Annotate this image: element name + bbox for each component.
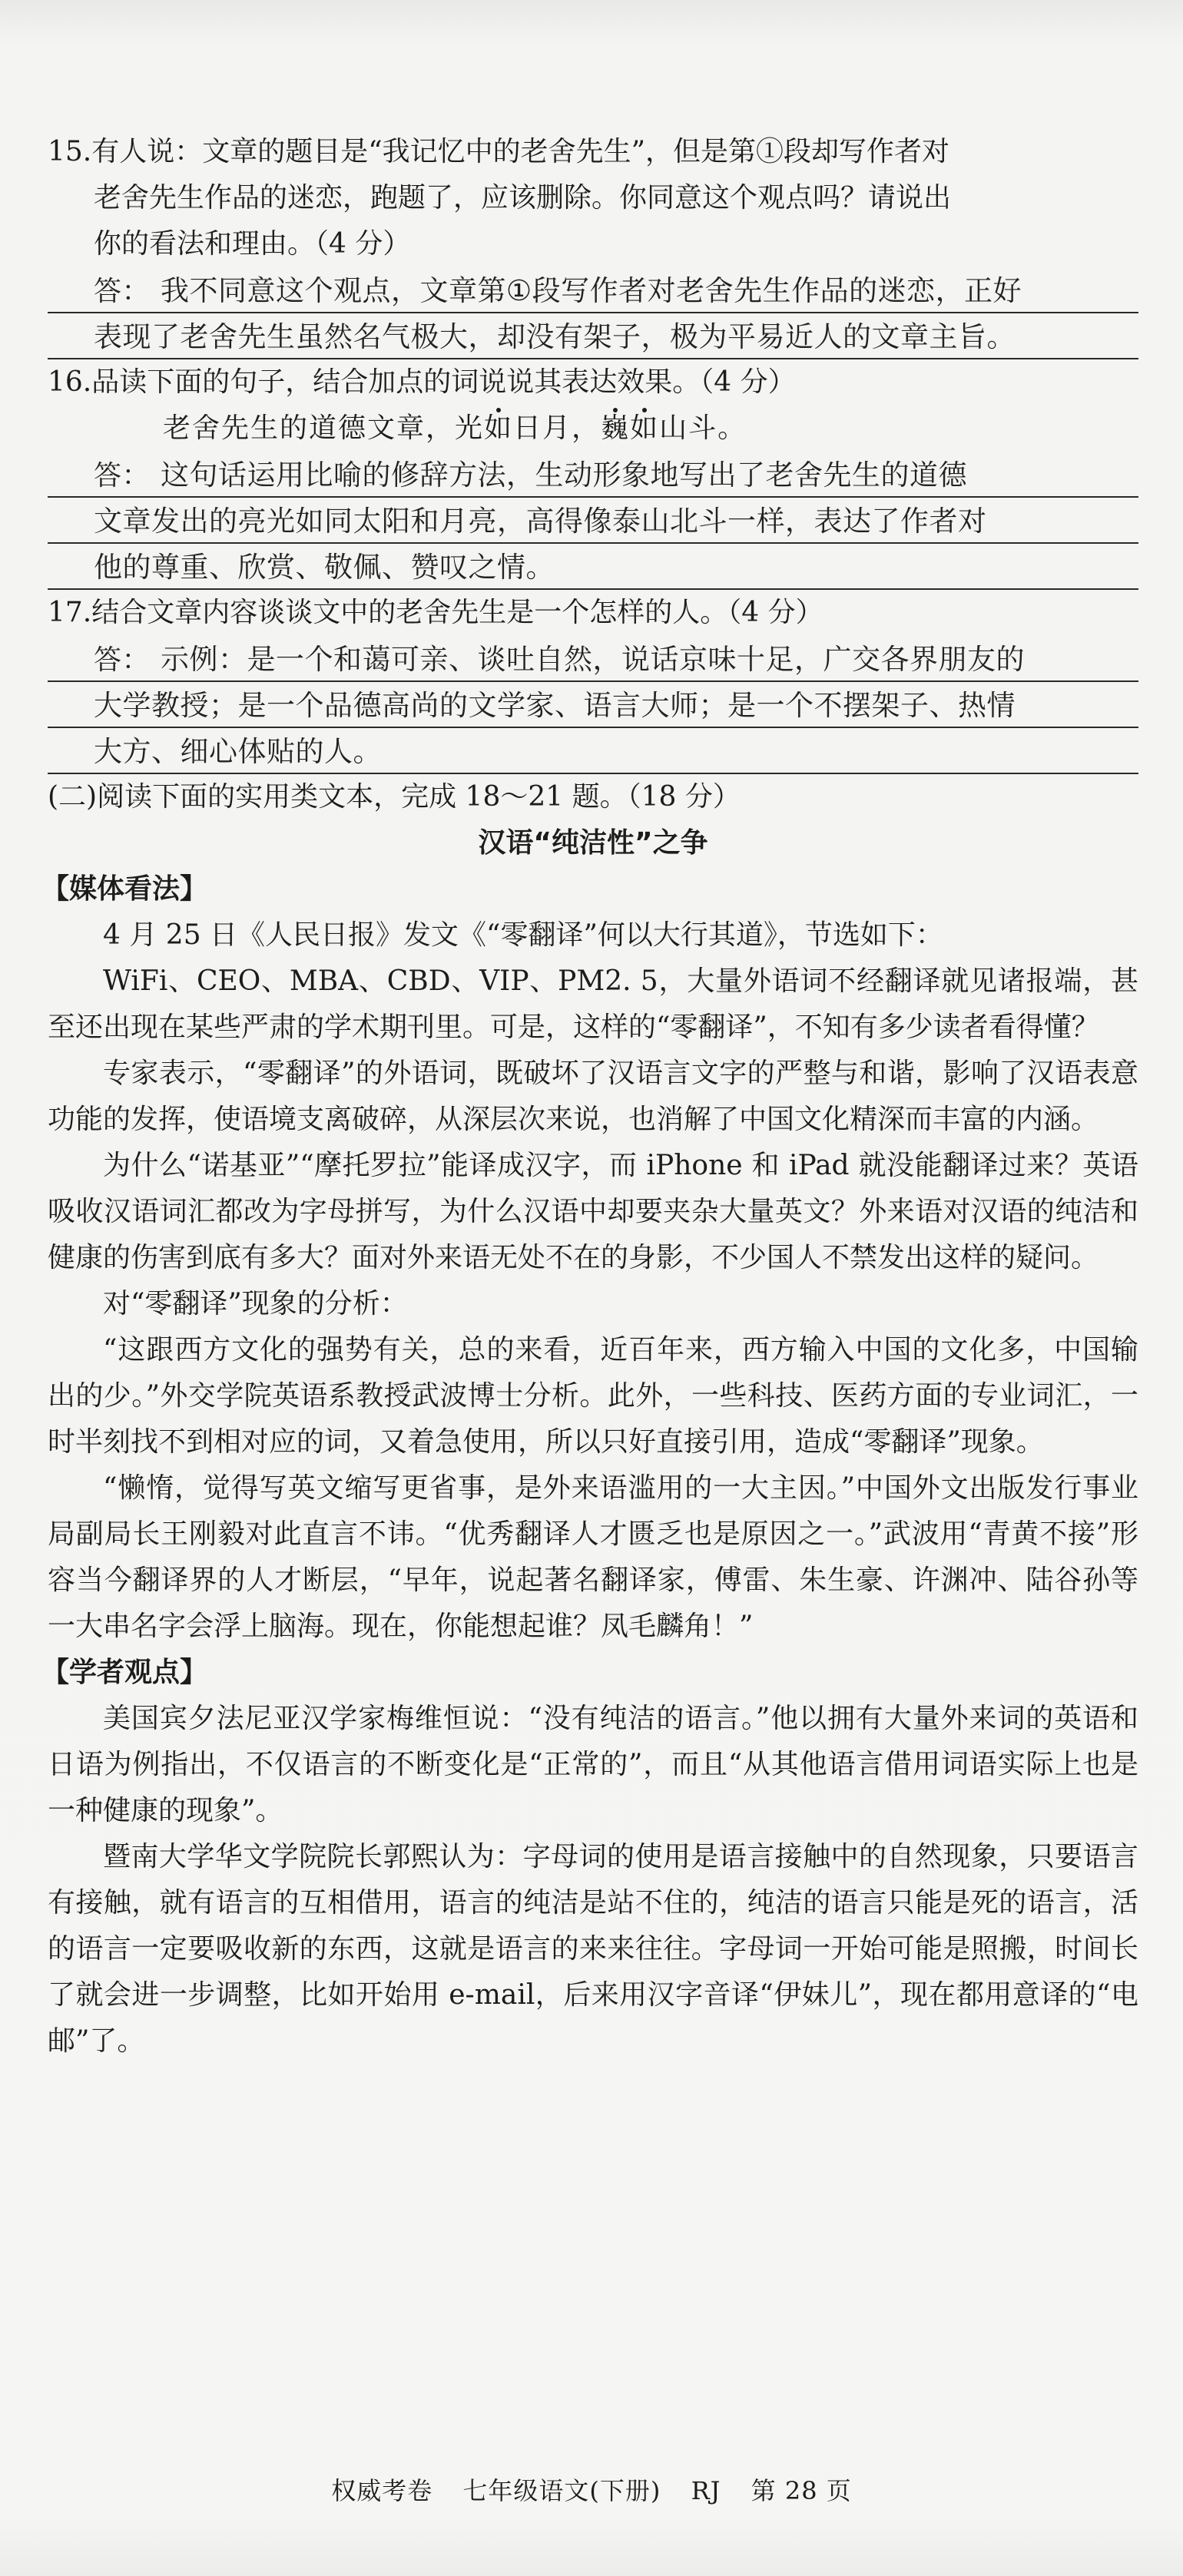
question-17 [48,590,1138,774]
q16-answer-line-2: 文章发出的亮光如同太阳和月亮，高得像泰山北斗一样，表达了作者对 [48,498,1138,544]
media-paragraph-1: 4 月 25 日《人民日报》发文《“零翻译”何以大行其道》，节选如下： [103,919,943,951]
scholar-paragraph-1: 美国宾夕法尼亚汉学家梅维恒说：“没有纯洁的语言。”他以拥有大量外来词的英语和日语为例指出，不仅语言的不断变化是“正常的”，而且“从其他语言借用词语实际上也是一种健康的现象”。 [48,1703,1138,1826]
q17-answer-line-1 [48,636,1138,682]
q16-dotted-word-1: 如 [484,412,514,444]
q16-quote-part-2: 日月， [513,412,601,444]
q17-answer-line-3: 大方、细心体贴的人。 [48,728,1138,774]
q15-answer-text-1: 我不同意这个观点，文章第①段写作者对老舍先生作品的迷恋，正好 [161,274,1022,307]
article-title: 汉语“纯洁性”之争 [478,827,708,859]
q17-answer [48,636,1138,774]
q17-line-1: 17.结合文章内容谈谈文中的老舍先生是一个怎样的人。（4 分） [48,597,823,628]
q16-quoted-sentence [48,406,1138,452]
media-view-tag: 【媒体看法】 [41,873,208,905]
page-footer [0,2472,1183,2507]
q17-answer-text-1: 示例：是一个和蔼可亲、谈吐自然，说话京味十足，广交各界朋友的 [161,643,1026,676]
q16-dotted-word-3: 如 [630,412,660,444]
q15-line-1: 15.有人说：文章的题目是“我记忆中的老舍先生”，但是第①段却写作者对 [48,136,950,167]
media-paragraph-2: WiFi、CEO、MBA、CBD、VIP、PM2. 5，大量外语词不经翻译就见诸报端，甚至还出现在某些严肃的学术期刊里。可是，这样的“零翻译”，不知有多少读者看得懂？ [48,965,1138,1043]
footer-page-number: 第 28 页 [751,2476,852,2505]
section-2-heading: (二)阅读下面的实用类文本，完成 18～21 题。（18 分） [48,781,741,813]
media-paragraph-5: 对“零翻译”现象的分析： [103,1288,408,1319]
media-paragraph-7: “懒惰，觉得写英文缩写更省事，是外来语滥用的一大主因。”中国外文出版发行事业局副局长王刚毅对此直言不讳。“优秀翻译人才匮乏也是原因之一。”武波用“青黄不接”形容当今翻译界的人才断层，“早年，说起著名翻译家，傅雷、朱生豪、许渊冲、陆谷孙等一大串名字会浮上脑海。现在，你能想起谁？凤毛麟角！” [48,1472,1138,1642]
q16-answer-label: 答： [94,460,151,492]
q15-answer [48,267,1138,359]
scholar-view-tag: 【学者观点】 [41,1657,208,1688]
q16-quote-part-3: 山斗。 [659,412,747,444]
media-paragraph-3: 专家表示，“零翻译”的外语词，既破坏了汉语言文字的严整与和谐，影响了汉语表意功能的发挥，使语境支离破碎，从深层次来说，也消解了中国文化精深而丰富的内涵。 [48,1058,1138,1135]
footer-book-title: 权威考卷 [331,2476,433,2505]
media-paragraph-4: 为什么“诺基亚”“摩托罗拉”能译成汉字，而 iPhone 和 iPad 就没能翻译过来？英语吸收汉语词汇都改为字母拼写，为什么汉语中却要夹杂大量英文？外来语对汉语的纯洁和健康的伤害到底有多大？面对外来语无处不在的身影，不少国人不禁发出这样的疑问。 [48,1150,1138,1273]
q15-answer-label: 答： [94,276,151,307]
footer-edition: RJ [691,2476,721,2505]
q17-answer-line-2: 大学教授；是一个品德高尚的文学家、语言大师；是一个不摆架子、热情 [48,682,1138,728]
media-paragraph-6: “这跟西方文化的强势有关，总的来看，近百年来，西方输入中国的文化多，中国输出的少。”外交学院英语系教授武波博士分析。此外，一些科技、医药方面的专业词汇，一时半刻找不到相对应的词，又着急使用，所以只好直接引用，造成“零翻译”现象。 [48,1334,1138,1458]
q16-dotted-word-2: 巍 [601,412,631,444]
footer-grade: 七年级语文(下册) [462,2476,661,2505]
q15-line-3: 你的看法和理由。（4 分） [94,228,411,260]
q16-quote-part-1: 老舍先生的道德文章，光 [163,412,485,444]
page-content [41,129,1138,2064]
q16-answer-line-1 [48,452,1138,498]
q17-answer-label: 答： [94,644,151,676]
q16-answer-line-3: 他的尊重、欣赏、敬佩、赞叹之情。 [48,544,1138,590]
question-15 [48,129,1138,359]
question-16 [48,359,1138,590]
q15-answer-line-1 [48,267,1138,313]
scholar-paragraph-2: 暨南大学华文学院院长郭熙认为：字母词的使用是语言接触中的自然现象，只要语言有接触，就有语言的互相借用，语言的纯洁是站不住的，纯洁的语言只能是死的语言，活的语言一定要吸收新的东西，这就是语言的来来往往。字母词一开始可能是照搬，时间长了就会进一步调整，比如开始用 e-mail，后来用汉字音译“伊妹儿”，现在都用意译的“电邮”了。 [48,1841,1138,2057]
q15-answer-line-2: 表现了老舍先生虽然名气极大，却没有架子，极为平易近人的文章主旨。 [48,313,1138,359]
q15-line-2: 老舍先生作品的迷恋，跑题了，应该删除。你同意这个观点吗？请说出 [94,182,952,214]
q16-answer-text-1: 这句话运用比喻的修辞方法，生动形象地写出了老舍先生的道德 [161,459,968,492]
q16-line-1: 16.品读下面的句子，结合加点的词说说其表达效果。（4 分） [48,366,796,398]
q16-answer [48,452,1138,590]
